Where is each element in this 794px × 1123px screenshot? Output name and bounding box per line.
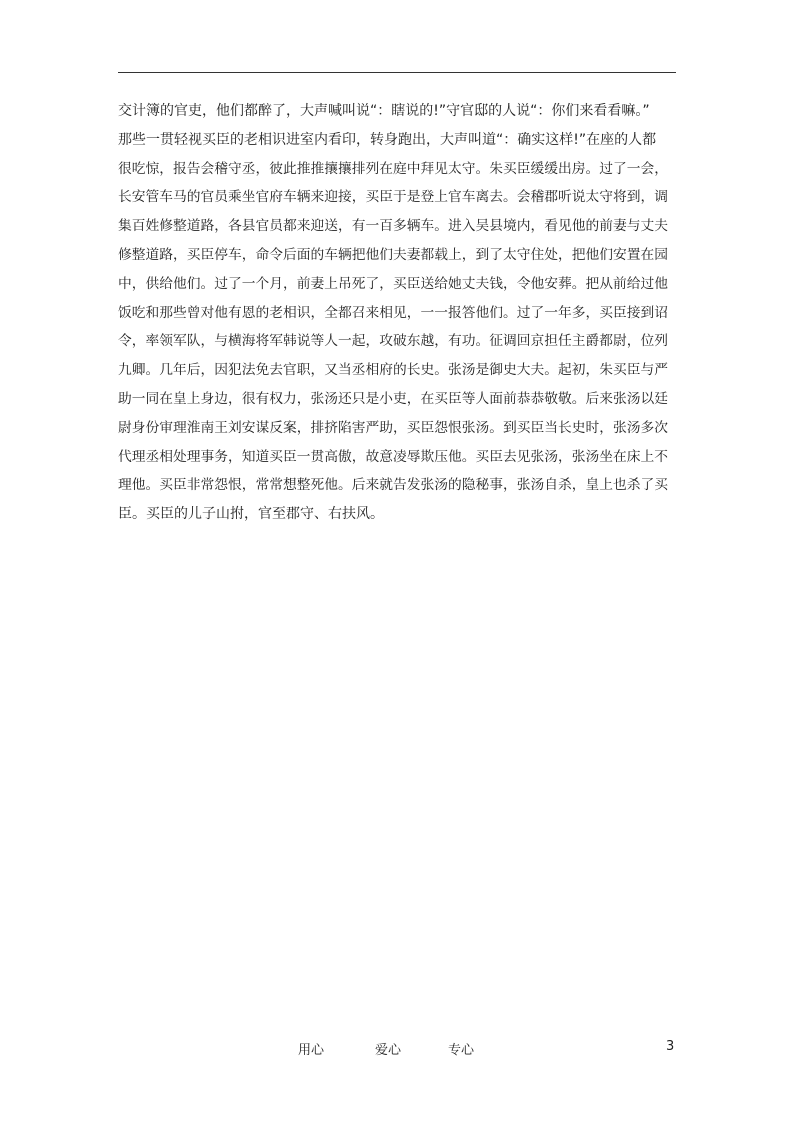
text-line: 长安管车马的官员乘坐官府车辆来迎接，买臣于是登上官车离去。会稽郡听说太守将到，调 <box>118 189 669 206</box>
footer-motto-1: 用心 <box>298 1043 325 1058</box>
text-line: 饭吃和那些曾对他有恩的老相识，全都召来相见，一一报答他们。过了一年多，买臣接到诏 <box>118 304 669 321</box>
footer-motto-2: 爱心 <box>375 1043 402 1058</box>
text-line: 很吃惊，报告会稽守丞，彼此推推攘攘排列在庭中拜见太守。朱买臣缓缓出房。过了一会， <box>118 160 669 177</box>
text-line: 修整道路，买臣停车，命令后面的车辆把他们夫妻都载上，到了太守住处，把他们安置在园 <box>118 246 669 263</box>
text-line: 助一同在皇上身边，很有权力，张汤还只是小吏，在买臣等人面前恭恭敬敬。后来张汤以廷 <box>118 390 669 407</box>
text-line: 九卿。几年后，因犯法免去官职，又当丞相府的长史。张汤是御史大夫。起初，朱买臣与严 <box>118 362 669 379</box>
text-line: 理他。买臣非常怨恨，常常想整死他。后来就告发张汤的隐秘事，张汤自杀，皇上也杀了买 <box>118 477 669 494</box>
text-line: 令，率领军队，与横海将军韩说等人一起，攻破东越，有功。征调回京担任主爵都尉，位列 <box>118 333 669 350</box>
page-footer <box>0 1039 794 1059</box>
text-line: 交计簿的官吏，他们都醉了，大声喊叫说“：瞎说的!”守官邸的人说“：你们来看看嘛。” <box>118 103 650 119</box>
text-line: 代理丞相处理事务，知道买臣一贯高傲，故意凌辱欺压他。买臣去见张汤，张汤坐在床上不 <box>118 448 669 465</box>
text-line: 集百姓修整道路，各县官员都来迎送，有一百多辆车。进入吴县境内，看见他的前妻与丈夫 <box>118 218 669 235</box>
footer-motto-3: 专心 <box>448 1043 475 1058</box>
header-rule <box>118 72 676 73</box>
text-line: 臣。买臣的儿子山拊，官至郡守、右扶风。 <box>118 506 384 523</box>
page-number: 3 <box>666 1039 675 1054</box>
text-line: 那些一贯轻视买臣的老相识进室内看印，转身跑出，大声叫道“：确实这样!”在座的人都 <box>118 131 657 148</box>
text-line: 尉身份审理淮南王刘安谋反案，排挤陷害严助，买臣怨恨张汤。到买臣当长史时，张汤多次 <box>118 419 669 436</box>
text-line: 中，供给他们。过了一个月，前妻上吊死了，买臣送给她丈夫钱，令他安葬。把从前给过他 <box>118 275 669 292</box>
body-text <box>118 97 676 529</box>
